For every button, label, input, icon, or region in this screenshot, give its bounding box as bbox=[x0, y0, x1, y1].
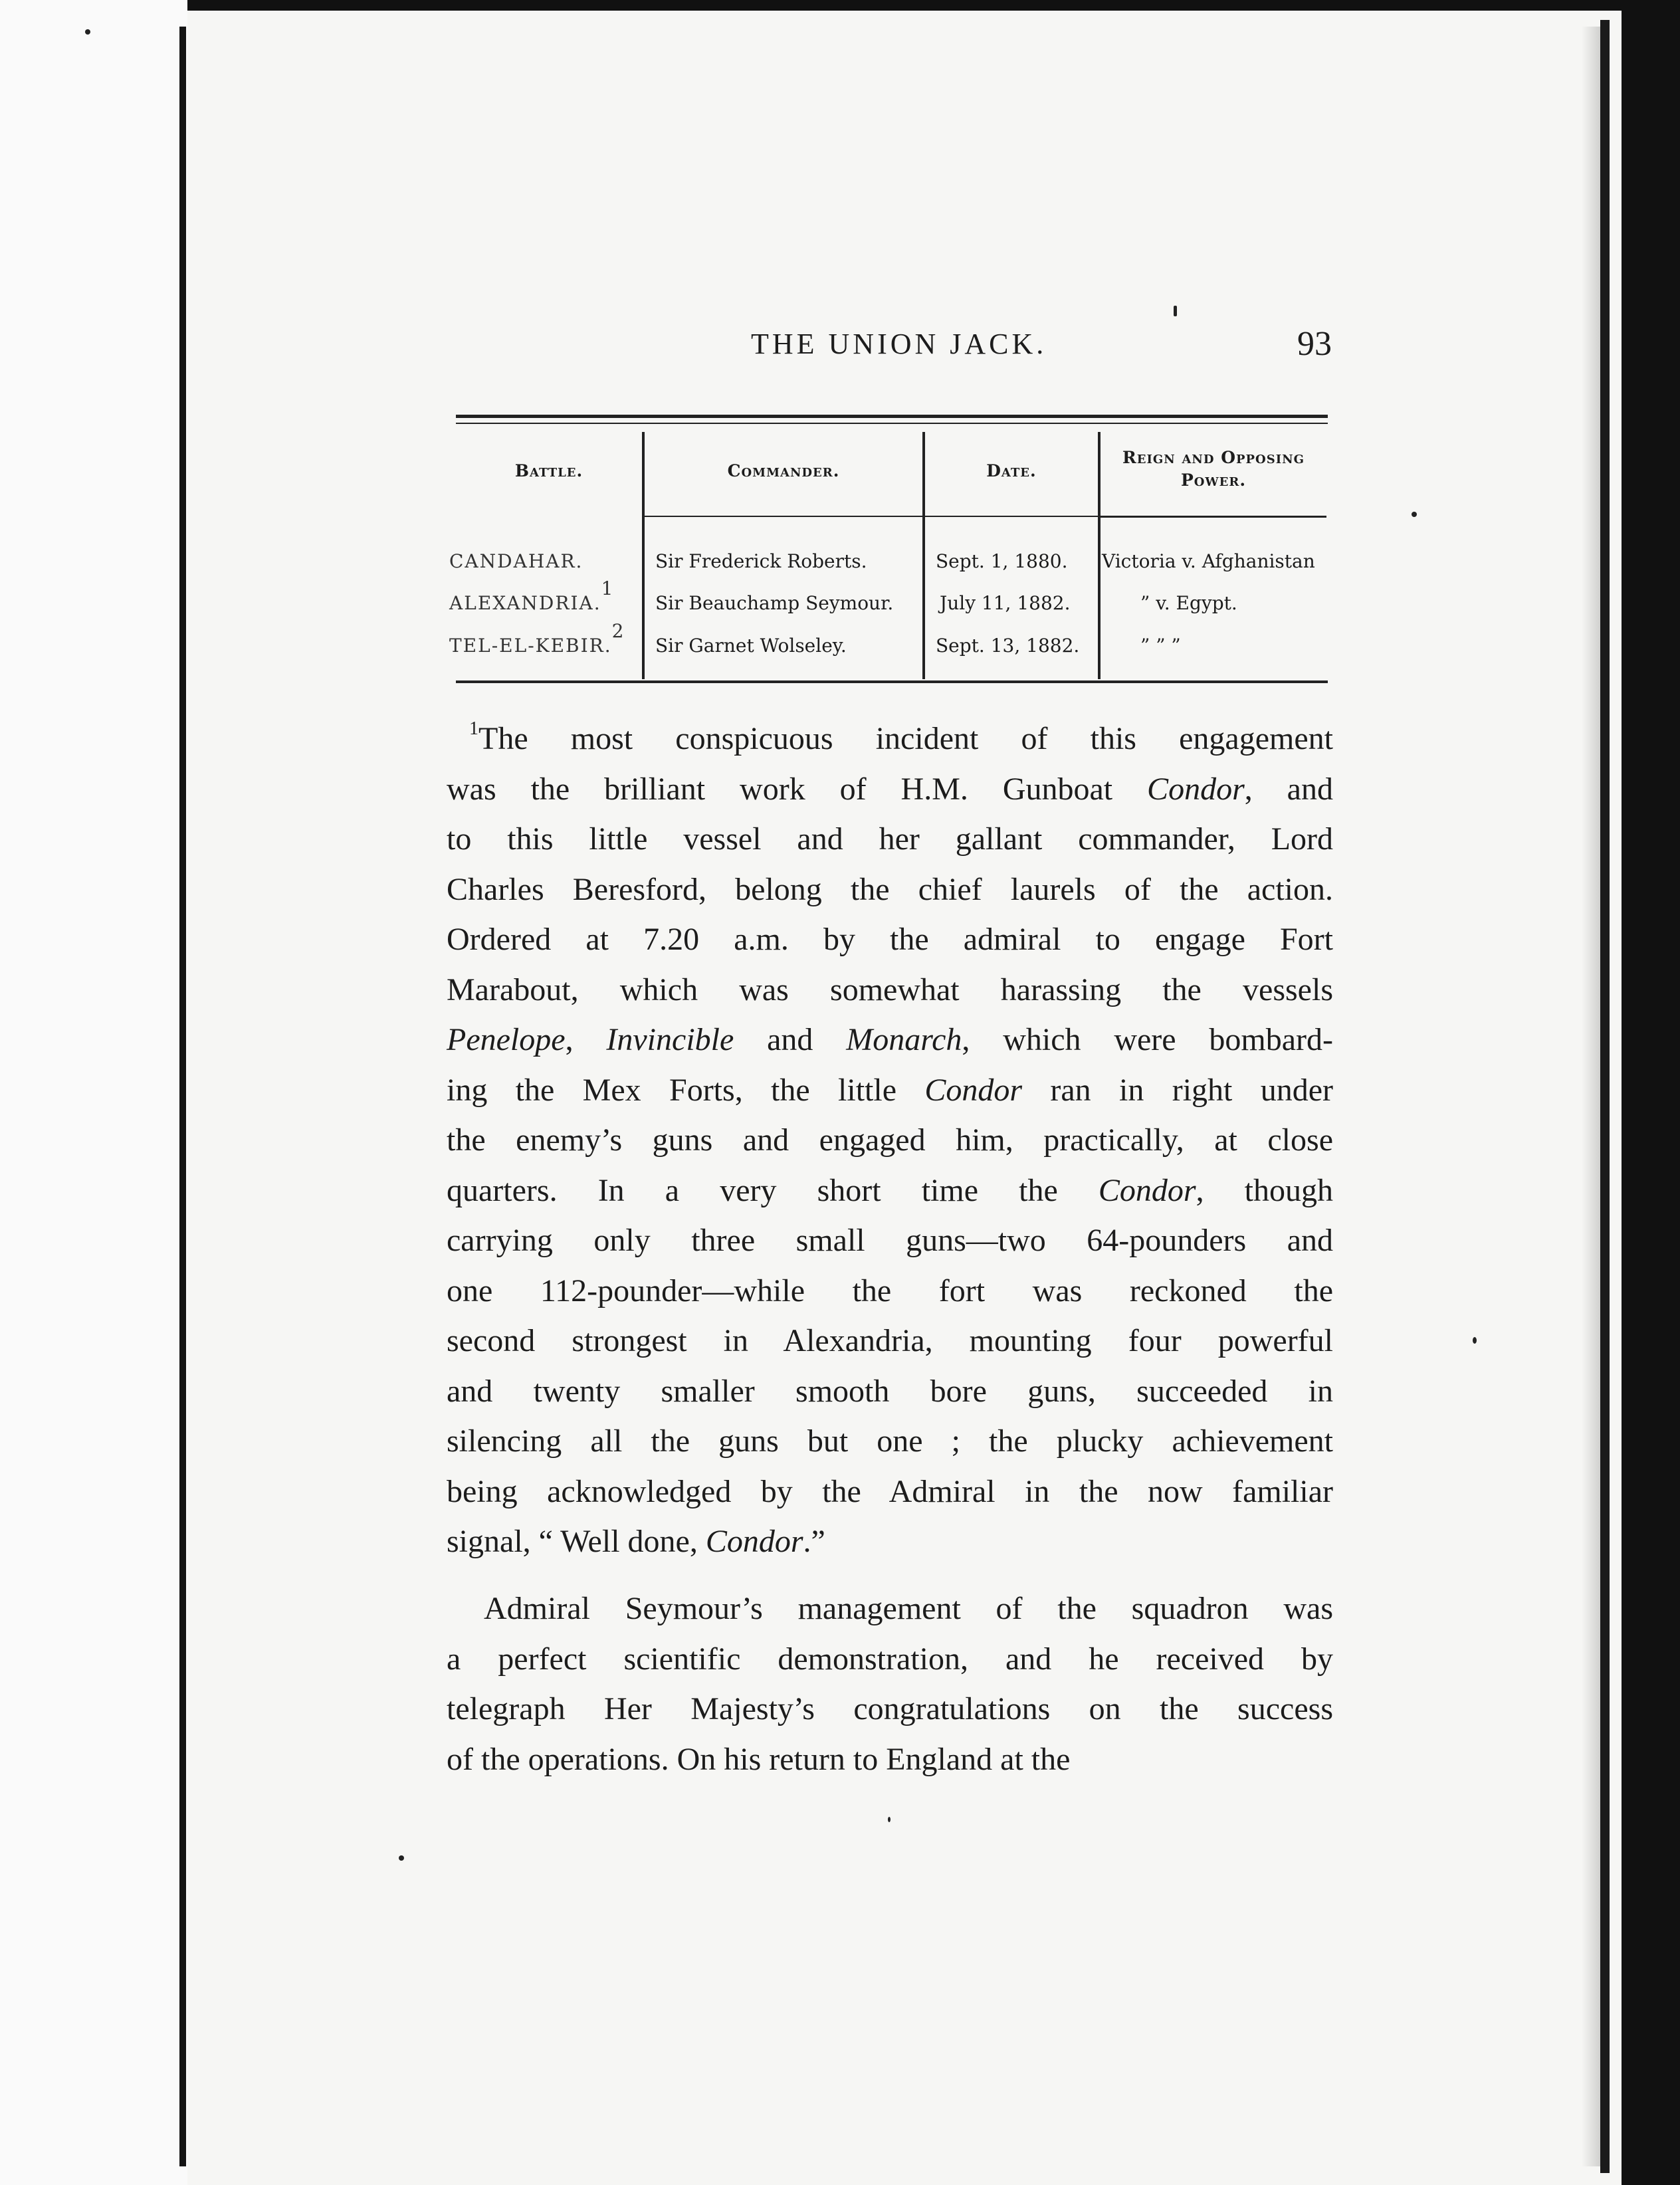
text-run: ran in right under bbox=[1022, 1072, 1333, 1108]
scan-speck bbox=[399, 1855, 404, 1861]
italic-ship-name: Condor bbox=[705, 1524, 803, 1559]
text-line bbox=[447, 1215, 1333, 1266]
text-line bbox=[447, 764, 1333, 815]
table-row-1-date: Sept. 1, 1880. bbox=[936, 550, 1068, 572]
table-row-2-reign: ” v. Egypt. bbox=[1140, 592, 1237, 614]
scan-speck bbox=[85, 29, 90, 35]
text-run: Admiral Seymour’s management of the squadron was bbox=[484, 1591, 1333, 1626]
footnote-ref: 1 bbox=[601, 577, 615, 599]
text-run: , and bbox=[1244, 771, 1333, 807]
footnote-ref: 2 bbox=[611, 620, 625, 642]
italic-ship-name: Invincible bbox=[606, 1022, 734, 1057]
text-line bbox=[447, 714, 1333, 764]
text-run: and twenty smaller smooth bore guns, succeeded in bbox=[447, 1373, 1333, 1409]
text-run: a perfect scientific demonstration, and he received by bbox=[447, 1641, 1333, 1677]
text-run: The most conspicuous incident of this engagement bbox=[478, 721, 1333, 756]
running-head: THE UNION JACK. bbox=[751, 328, 1047, 360]
table-row-3-battle bbox=[449, 620, 625, 659]
text-run: carrying only three small guns—two 64-pounders and bbox=[447, 1223, 1333, 1258]
text-run: Charles Beresford, belong the chief laurels of the action. bbox=[447, 871, 1333, 907]
text-run: was the brilliant work of H.M. Gunboat bbox=[447, 771, 1148, 807]
text-line bbox=[447, 1316, 1333, 1366]
table-row-2-date: July 11, 1882. bbox=[940, 592, 1071, 614]
battle-name: ALEXANDRIA. bbox=[449, 592, 601, 614]
table-row-1-reign: Victoria v. Afghanistan bbox=[1102, 550, 1315, 572]
text-run: quarters. In a very short time the bbox=[447, 1172, 1099, 1208]
scan-speck bbox=[888, 1817, 891, 1822]
scan-speck bbox=[1473, 1337, 1477, 1344]
text-run: Ordered at 7.20 a.m. by the admiral to engage Fort bbox=[447, 922, 1333, 957]
italic-ship-name: Condor bbox=[1098, 1172, 1196, 1208]
table-row-2-commander: Sir Beauchamp Seymour. bbox=[655, 592, 894, 614]
text-run: .” bbox=[803, 1524, 825, 1559]
text-line bbox=[447, 1115, 1333, 1166]
italic-ship-name: Penelope bbox=[447, 1022, 566, 1057]
text-run: telegraph Her Majesty’s congratulations on the success bbox=[447, 1691, 1333, 1726]
table-header-rule bbox=[1101, 516, 1326, 518]
header-battle: Battle. bbox=[514, 461, 583, 480]
scan-right-edge bbox=[1622, 0, 1680, 2185]
header-date: Date. bbox=[986, 461, 1037, 480]
binding-shadow-left bbox=[179, 27, 186, 2166]
text-run: second strongest in Alexandria, mounting four powerful bbox=[447, 1323, 1333, 1358]
text-line bbox=[447, 814, 1333, 865]
body-paragraph bbox=[447, 1584, 1333, 1784]
italic-ship-name: Condor bbox=[1147, 771, 1245, 807]
table-row-2-battle bbox=[449, 577, 615, 617]
scan-top-edge bbox=[0, 0, 1680, 11]
text-run: , which were bombard- bbox=[962, 1022, 1333, 1057]
italic-ship-name: Condor bbox=[924, 1072, 1023, 1108]
scan-speck bbox=[1174, 306, 1177, 316]
table-row-1-battle bbox=[449, 547, 583, 575]
text-line bbox=[447, 1065, 1333, 1116]
text-line bbox=[447, 1416, 1333, 1467]
text-run: Marabout, which was somewhat harassing the vessels bbox=[447, 972, 1333, 1007]
table-row-3-reign: ” ” ” bbox=[1140, 635, 1181, 657]
header-commander: Commander. bbox=[727, 461, 840, 480]
text-run: and bbox=[734, 1022, 847, 1057]
table-row-1-commander: Sir Frederick Roberts. bbox=[655, 550, 867, 572]
footnote-marker: 1 bbox=[469, 718, 478, 739]
table-top-rule bbox=[456, 415, 1328, 418]
text-run: silencing all the guns but one ; the plucky achievement bbox=[447, 1423, 1333, 1459]
table-row-3-date: Sept. 13, 1882. bbox=[936, 635, 1080, 657]
text-line bbox=[447, 865, 1333, 915]
text-run: signal, “ Well done, bbox=[447, 1524, 706, 1559]
text-run: to this little vessel and her gallant commander, Lord bbox=[447, 821, 1333, 857]
header-reign bbox=[1101, 447, 1326, 492]
battle-name: TEL-EL-KEBIR. bbox=[449, 635, 612, 657]
table-row-3-commander: Sir Garnet Wolseley. bbox=[655, 635, 847, 657]
text-run: , though bbox=[1196, 1172, 1334, 1208]
table-header-rule bbox=[925, 516, 1098, 517]
battle-name: CANDAHAR. bbox=[449, 550, 583, 572]
text-line bbox=[447, 1634, 1333, 1685]
page-edge-shade bbox=[1582, 27, 1600, 2166]
text-run: one 112-pounder—while the fort was reckoned the bbox=[447, 1273, 1333, 1308]
text-line bbox=[447, 965, 1333, 1015]
text-run: ing the Mex Forts, the little bbox=[447, 1072, 925, 1108]
table-header-rule bbox=[645, 516, 922, 517]
text-run: of the operations. On his return to England at the bbox=[447, 1741, 1071, 1777]
text-line bbox=[447, 1015, 1333, 1065]
header-reign-line1: Reign and Opposing bbox=[1122, 448, 1305, 467]
text-line bbox=[447, 1734, 1333, 1785]
header-reign-line2: Power. bbox=[1180, 470, 1247, 490]
table-bottom-rule bbox=[456, 680, 1328, 683]
text-line bbox=[447, 1684, 1333, 1734]
text-line bbox=[447, 1584, 1333, 1634]
footnote-paragraph bbox=[447, 714, 1333, 1567]
text-line bbox=[447, 914, 1333, 965]
binding-shadow-right bbox=[1600, 20, 1610, 2173]
text-line bbox=[447, 1516, 1333, 1567]
facing-page-margin bbox=[0, 0, 187, 2185]
text-run: being acknowledged by the Admiral in the now familiar bbox=[447, 1473, 1333, 1509]
page-number: 93 bbox=[1297, 325, 1332, 363]
text-line bbox=[447, 1166, 1333, 1216]
italic-ship-name: Monarch bbox=[846, 1022, 962, 1057]
text-line bbox=[447, 1266, 1333, 1316]
text-line bbox=[447, 1366, 1333, 1417]
text-run: , bbox=[565, 1022, 607, 1057]
text-run: the enemy’s guns and engaged him, practically, at close bbox=[447, 1122, 1333, 1158]
scan-speck bbox=[1412, 512, 1417, 517]
table-top-rule-thin bbox=[456, 423, 1328, 424]
text-line bbox=[447, 1467, 1333, 1517]
